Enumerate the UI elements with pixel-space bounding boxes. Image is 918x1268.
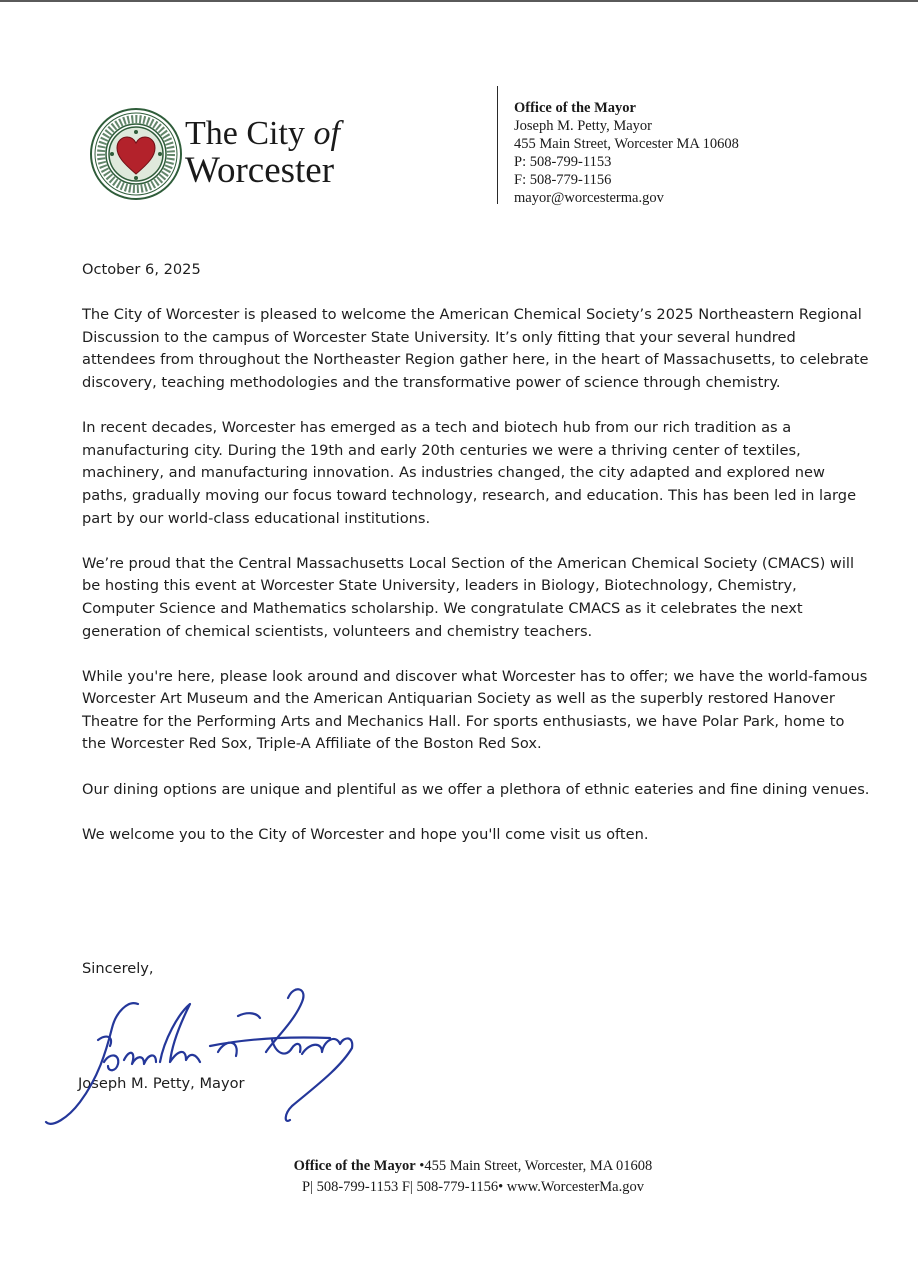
top-border — [0, 0, 918, 2]
footer-office-title: Office of the Mayor — [293, 1158, 416, 1174]
paragraph-2: In recent decades, Worcester has emerged as a tech and biotech hub from our rich tradition as a manufacturing city. During the 19th and early 20th centuries we were a thriving center of textiles, machinery, and manufacturing innovation. As industries changed, the city adapted and explored new paths, gradually moving our focus toward technology, research, and education. This has been led in large part by our world-class educational institutions. — [82, 419, 857, 527]
office-fax: F: 508-779-1156 — [514, 172, 612, 188]
page-footer — [0, 1156, 918, 1198]
paragraph-6: We welcome you to the City of Worcester and hope you'll come visit us often. — [82, 825, 649, 843]
city-name-line2: Worcester — [185, 150, 335, 191]
city-seal-icon — [90, 108, 182, 200]
office-address: 455 Main Street, Worcester MA 10608 — [514, 136, 739, 152]
paragraph-5: Our dining options are unique and plentiful as we offer a plethora of ethnic eateries and fine dining venues. — [82, 780, 870, 798]
city-name-line1: The City — [185, 115, 305, 152]
paragraph-1: The City of Worcester is pleased to welcome the American Chemical Society’s 2025 Northeastern Regional Discussion to the campus of Worcester State University. It’s only fitting that your several hundred attendees from throughout the Northeaster Region gather here, in the heart of Massachusetts, to celebrate discovery, teaching methodologies and the transformative power of science through chemistry. — [82, 306, 869, 391]
letterhead-divider — [497, 86, 498, 204]
paragraph-4: While you're here, please look around and discover what Worcester has to offer; we have the world-famous Worcester Art Museum and the American Antiquarian Society as well as the superbly restored Hanover Theatre for the Performing Arts and Mechanics Hall. For sports enthusiasts, we have Polar Park, home to the Worcester Red Sox, Triple-A Affiliate of the Boston Red Sox. — [82, 667, 868, 753]
office-contact-block — [514, 99, 739, 207]
office-title: Office of the Mayor — [514, 100, 636, 116]
handwritten-signature — [40, 982, 370, 1132]
city-wordmark — [185, 117, 340, 189]
footer-address: •455 Main Street, Worcester, MA 01608 — [415, 1158, 653, 1174]
letter-body — [82, 259, 872, 869]
closing: Sincerely, — [82, 960, 154, 977]
letter-date: October 6, 2025 — [82, 261, 201, 278]
footer-contact: P| 508-799-1153 F| 508-779-1156• www.WorcesterMa.gov — [302, 1179, 644, 1195]
signer-name: Joseph M. Petty, Mayor — [78, 1075, 245, 1092]
office-phone: P: 508-799-1153 — [514, 154, 612, 170]
office-email: mayor@worcesterma.gov — [514, 190, 664, 206]
city-name-of: of — [313, 115, 340, 152]
office-mayor: Joseph M. Petty, Mayor — [514, 118, 653, 134]
paragraph-3: We’re proud that the Central Massachusetts Local Section of the American Chemical Society (CMACS) will be hosting this event at Worcester State University, leaders in Biology, Biotechnology, Chemistry, Computer Science and Mathematics scholarship. We congratulate CMACS as it celebrates the next generation of chemical scientists, volunteers and chemistry teachers. — [82, 554, 855, 640]
